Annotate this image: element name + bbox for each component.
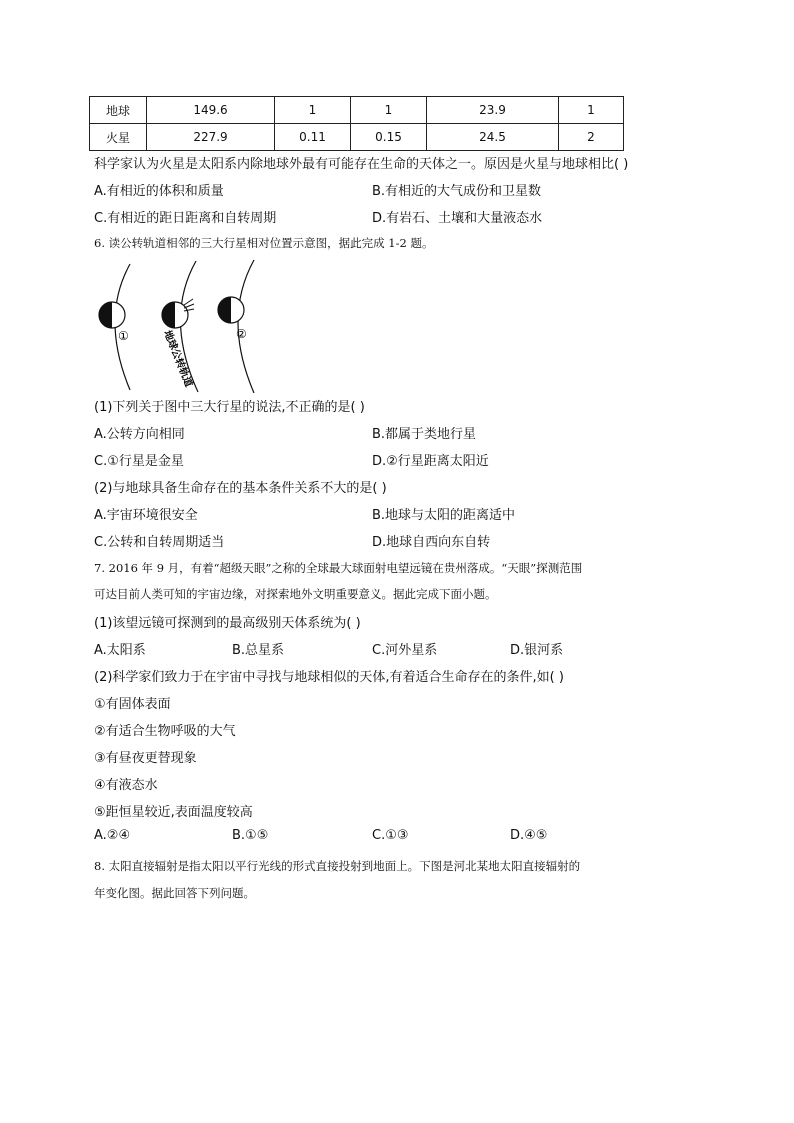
q7-stem-line2: 可达目前人类可知的宇宙边缘，对探索地外文明重要意义。据此完成下面小题。 <box>94 587 497 601</box>
q6-sub1-option-a: A.公转方向相同 <box>94 427 185 442</box>
table-cell: 地球 <box>90 97 147 124</box>
table-cell: 149.6 <box>147 97 275 124</box>
q7-sub1-option-d: D.银河系 <box>510 643 564 658</box>
table-cell: 227.9 <box>147 124 275 151</box>
table-cell: 1 <box>275 97 351 124</box>
table-cell: 1 <box>351 97 427 124</box>
q5-option-b: B.有相近的大气成份和卫星数 <box>372 184 542 199</box>
table-cell: 1 <box>559 97 624 124</box>
table-cell: 23.9 <box>427 97 559 124</box>
planet-earth <box>162 299 194 328</box>
table-row <box>90 124 624 151</box>
orbit-label: 地球公转轨道 <box>161 329 194 389</box>
q7-sub1-option-a: A.太阳系 <box>94 643 146 658</box>
q7-sub2-item: ④有液态水 <box>94 778 158 793</box>
q7-sub2-item: ①有固体表面 <box>94 697 171 712</box>
q7-sub2-option-c: C.①③ <box>372 828 409 843</box>
planet-orbit-figure <box>94 258 274 393</box>
q8-stem-line1: 8. 太阳直接辐射是指太阳以平行光线的形式直接投射到地面上。下图是河北某地太阳直接辐射的 <box>94 859 581 873</box>
q7-sub2-stem: (2)科学家们致力于在宇宙中寻找与地球相似的天体,有着适合生命存在的条件,如( ) <box>94 670 564 685</box>
planet-1-label: ① <box>118 329 129 343</box>
q6-sub1-option-b: B.都属于类地行星 <box>372 427 477 442</box>
q6-sub1-stem: (1)下列关于图中三大行星的说法,不正确的是( ) <box>94 400 365 415</box>
sun-ray-icon <box>184 299 193 305</box>
q6-sub2-option-b: B.地球与太阳的距离适中 <box>372 508 516 523</box>
q6-sub1-option-d: D.②行星距离太阳近 <box>372 454 489 469</box>
planet-2-label: ② <box>236 327 247 341</box>
table-cell: 2 <box>559 124 624 151</box>
q6-sub1-option-c: C.①行星是金星 <box>94 454 184 469</box>
table-cell: 火星 <box>90 124 147 151</box>
q6-sub2-option-a: A.宇宙环境很安全 <box>94 508 198 523</box>
table-cell: 24.5 <box>427 124 559 151</box>
q5-stem: 科学家认为火星是太阳系内除地球外最有可能存在生命的天体之一。原因是火星与地球相比( ) <box>94 157 629 172</box>
q5-option-c: C.有相近的距日距离和自转周期 <box>94 211 277 226</box>
q7-sub2-item: ②有适合生物呼吸的大气 <box>94 724 236 739</box>
q7-sub2-option-d: D.④⑤ <box>510 828 548 843</box>
q7-sub1-option-b: B.总星系 <box>232 643 285 658</box>
planet-1 <box>99 302 125 328</box>
q7-sub1-option-c: C.河外星系 <box>372 643 438 658</box>
q7-sub2-item: ⑤距恒星较近,表面温度较高 <box>94 805 253 820</box>
q6-stem: 6. 读公转轨道相邻的三大行星相对位置示意图，据此完成 1-2 题。 <box>94 236 434 250</box>
q7-stem-line1: 7. 2016 年 9 月，有着“超级天眼”之称的全球最大球面射电望远镜在贵州落成。“天眼”探测范围 <box>94 561 583 575</box>
table-cell: 0.11 <box>275 124 351 151</box>
table-row <box>90 97 624 124</box>
q7-sub2-option-a: A.②④ <box>94 828 131 843</box>
q6-sub2-option-d: D.地球自西向东自转 <box>372 535 491 550</box>
q7-sub2-item: ③有昼夜更替现象 <box>94 751 197 766</box>
planet-2 <box>218 297 244 323</box>
table-cell: 0.15 <box>351 124 427 151</box>
q7-sub2-option-b: B.①⑤ <box>232 828 269 843</box>
q6-sub2-option-c: C.公转和自转周期适当 <box>94 535 225 550</box>
q5-option-a: A.有相近的体积和质量 <box>94 184 224 199</box>
q7-sub1-stem: (1)该望远镜可探测到的最高级别天体系统为( ) <box>94 616 361 631</box>
planet-data-table <box>89 96 624 151</box>
q8-stem-line2: 年变化图。据此回答下列问题。 <box>94 886 255 900</box>
q5-option-d: D.有岩石、土壤和大量液态水 <box>372 211 543 226</box>
q6-sub2-stem: (2)与地球具备生命存在的基本条件关系不大的是( ) <box>94 481 387 496</box>
